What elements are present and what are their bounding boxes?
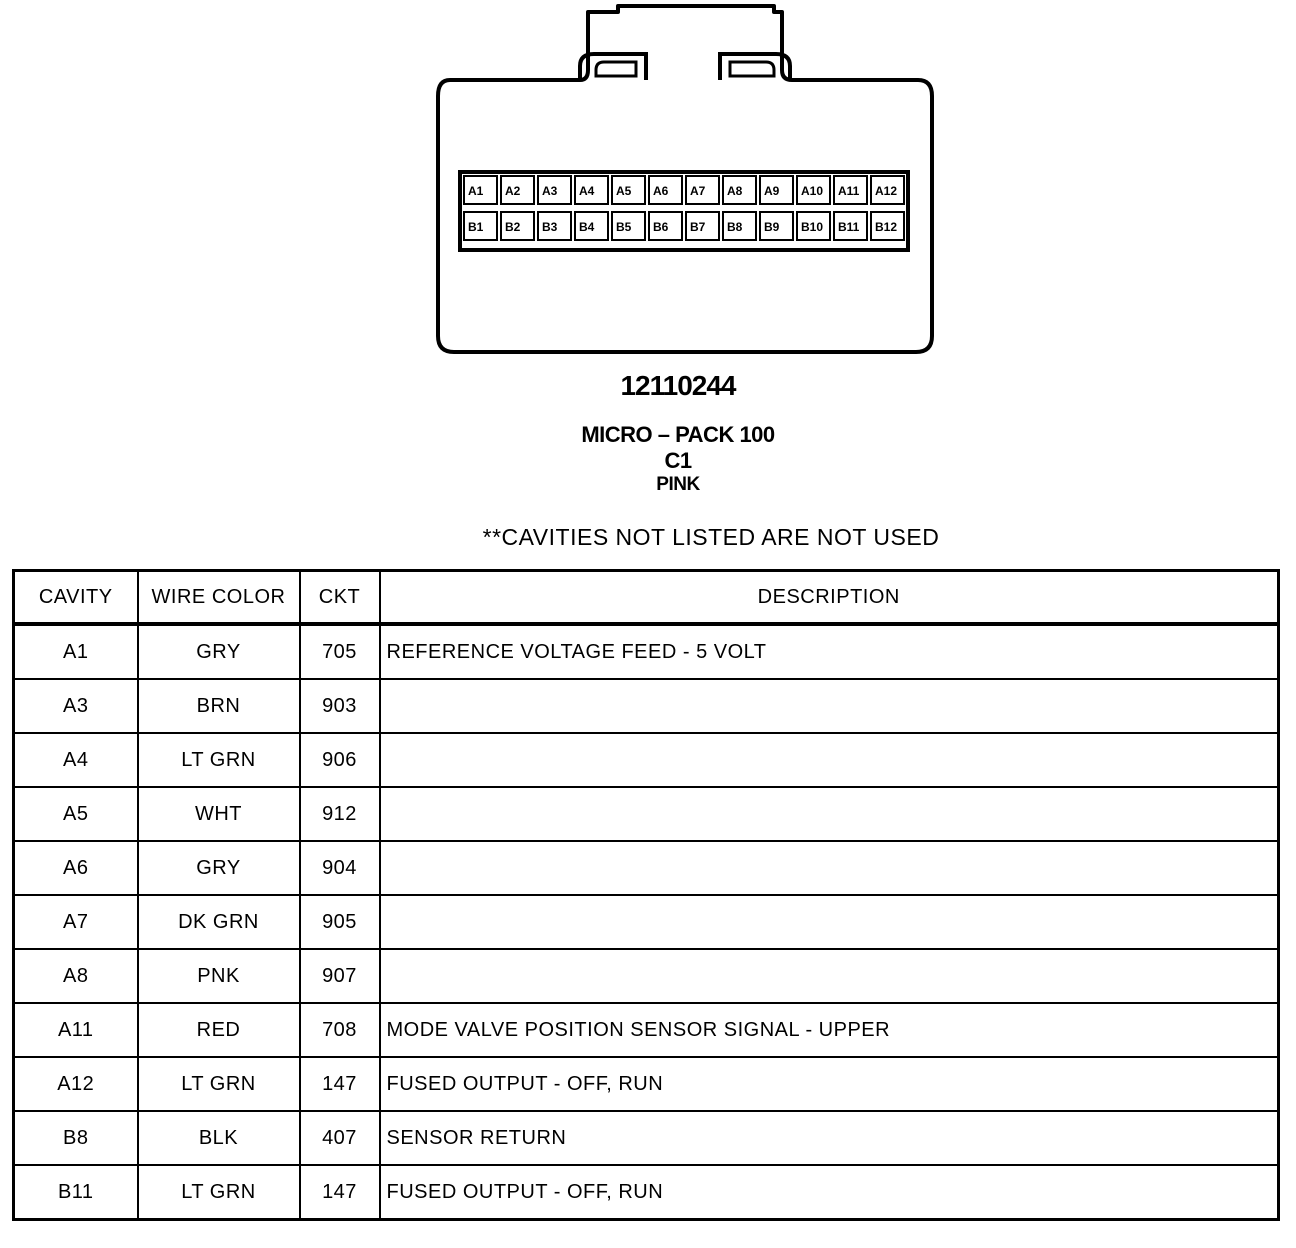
pin-grid <box>464 176 904 240</box>
wire-color-cell: BRN <box>138 679 300 733</box>
pin-label: A3 <box>542 184 558 198</box>
pin-label: B10 <box>801 220 824 234</box>
cavity-cell: A6 <box>14 841 138 895</box>
pin-label: A10 <box>801 184 824 198</box>
pin-label: A6 <box>653 184 669 198</box>
part-number: 12110244 <box>620 370 736 401</box>
description-cell <box>380 787 1279 841</box>
ckt-cell: 906 <box>300 733 380 787</box>
pin-label: B3 <box>542 220 558 234</box>
pin-label: B6 <box>653 220 669 234</box>
pin-label: B4 <box>579 220 595 234</box>
ckt-cell: 407 <box>300 1111 380 1165</box>
wire-color-cell: GRY <box>138 624 300 679</box>
table-row <box>14 787 1279 841</box>
cavity-cell: A3 <box>14 679 138 733</box>
table-row <box>14 841 1279 895</box>
description-cell <box>380 679 1279 733</box>
right-latch-inner <box>730 62 774 76</box>
pin-label: B9 <box>764 220 780 234</box>
cavity-cell: A12 <box>14 1057 138 1111</box>
pin-label: A12 <box>875 184 898 198</box>
pin-label: B5 <box>616 220 632 234</box>
cavity-cell: A11 <box>14 1003 138 1057</box>
table-row <box>14 679 1279 733</box>
ckt-cell: 147 <box>300 1057 380 1111</box>
wire-color-cell: LT GRN <box>138 1057 300 1111</box>
ckt-cell: 708 <box>300 1003 380 1057</box>
pin-label: A7 <box>690 184 706 198</box>
unused-cavities-note: **CAVITIES NOT LISTED ARE NOT USED <box>482 524 940 550</box>
table-row <box>14 733 1279 787</box>
header-description: DESCRIPTION <box>380 571 1279 625</box>
pin-label: A9 <box>764 184 780 198</box>
header-ckt: CKT <box>300 571 380 625</box>
description-cell <box>380 895 1279 949</box>
wire-color-cell: WHT <box>138 787 300 841</box>
description-cell: FUSED OUTPUT - OFF, RUN <box>380 1057 1279 1111</box>
pin-label: B7 <box>690 220 706 234</box>
table-row <box>14 1165 1279 1220</box>
table-row <box>14 1057 1279 1111</box>
wire-color-cell: BLK <box>138 1111 300 1165</box>
cavity-cell: A1 <box>14 624 138 679</box>
ckt-cell: 907 <box>300 949 380 1003</box>
pin-label: B2 <box>505 220 521 234</box>
pin-label: A2 <box>505 184 521 198</box>
table-header-row <box>14 571 1279 625</box>
header-wire-color: WIRE COLOR <box>138 571 300 625</box>
description-cell <box>380 949 1279 1003</box>
pin-label: B8 <box>727 220 743 234</box>
cavity-cell: A7 <box>14 895 138 949</box>
connector-series: MICRO – PACK 100 <box>581 422 775 447</box>
description-cell <box>380 733 1279 787</box>
cavity-cell: B8 <box>14 1111 138 1165</box>
table-row <box>14 949 1279 1003</box>
description-cell: FUSED OUTPUT - OFF, RUN <box>380 1165 1279 1220</box>
pin-label: B11 <box>838 220 860 234</box>
wire-color-cell: RED <box>138 1003 300 1057</box>
wire-color-cell: LT GRN <box>138 733 300 787</box>
pin-label: B1 <box>468 220 484 234</box>
pin-label: A4 <box>579 184 595 198</box>
cavity-cell: A8 <box>14 949 138 1003</box>
table-row <box>14 1003 1279 1057</box>
pin-label: B12 <box>875 220 898 234</box>
description-cell: MODE VALVE POSITION SENSOR SIGNAL - UPPER <box>380 1003 1279 1057</box>
cavity-cell: A4 <box>14 733 138 787</box>
pin-label: A5 <box>616 184 632 198</box>
ckt-cell: 705 <box>300 624 380 679</box>
description-cell <box>380 841 1279 895</box>
connector-id: C1 <box>664 448 692 473</box>
cavity-cell: A5 <box>14 787 138 841</box>
pinout-table <box>12 569 1280 1221</box>
connector-face-diagram <box>0 0 1296 370</box>
pin-label: A8 <box>727 184 743 198</box>
pin-label: A1 <box>468 184 484 198</box>
ckt-cell: 147 <box>300 1165 380 1220</box>
description-cell: SENSOR RETURN <box>380 1111 1279 1165</box>
table-row <box>14 1111 1279 1165</box>
table-row <box>14 895 1279 949</box>
header-cavity: CAVITY <box>14 571 138 625</box>
pin-label: A11 <box>838 184 860 198</box>
connector-color: PINK <box>656 474 700 495</box>
ckt-cell: 905 <box>300 895 380 949</box>
left-latch-inner <box>596 62 636 76</box>
description-cell: REFERENCE VOLTAGE FEED - 5 VOLT <box>380 624 1279 679</box>
table-row <box>14 624 1279 679</box>
wire-color-cell: PNK <box>138 949 300 1003</box>
ckt-cell: 904 <box>300 841 380 895</box>
wire-color-cell: DK GRN <box>138 895 300 949</box>
wire-color-cell: GRY <box>138 841 300 895</box>
wire-color-cell: LT GRN <box>138 1165 300 1220</box>
cavity-cell: B11 <box>14 1165 138 1220</box>
ckt-cell: 903 <box>300 679 380 733</box>
ckt-cell: 912 <box>300 787 380 841</box>
